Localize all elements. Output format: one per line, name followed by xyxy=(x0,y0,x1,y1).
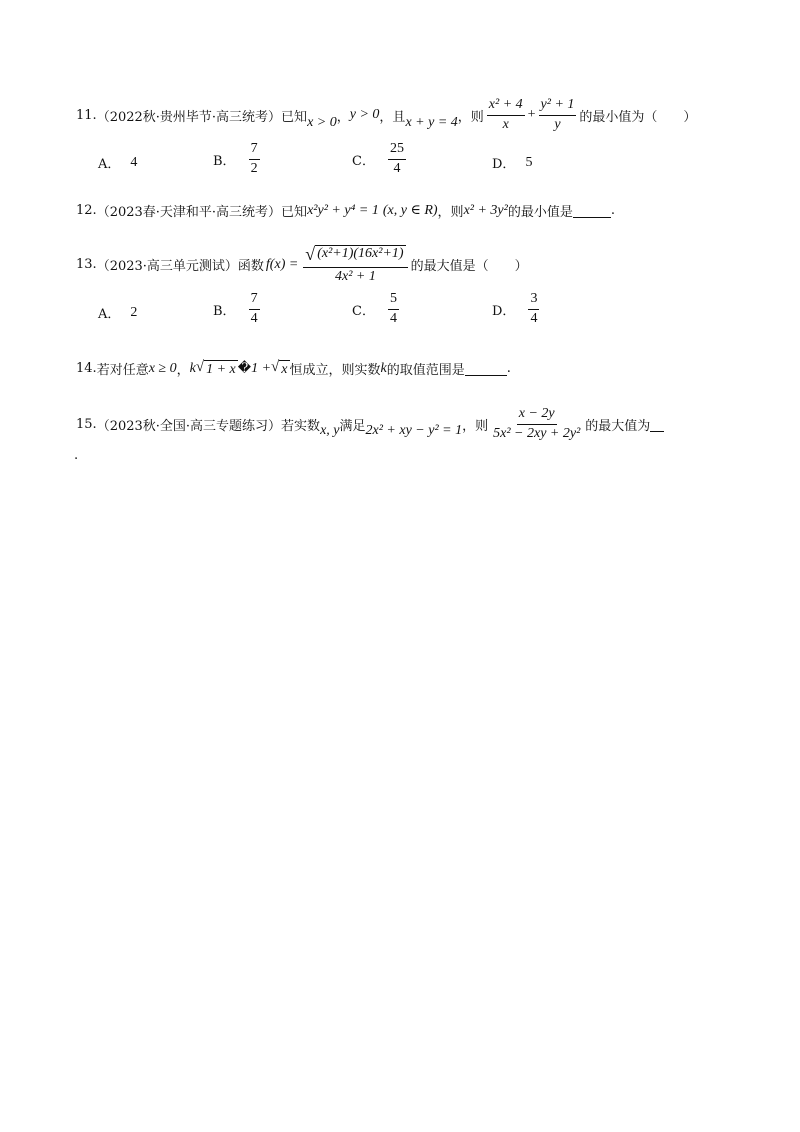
domain: (x, y ∈ R) xyxy=(382,203,438,218)
condition-x: x > 0 xyxy=(307,115,337,131)
option-a: A． 4 xyxy=(98,154,138,172)
sqrt-symbol: √ 1 + x xyxy=(195,358,236,377)
condition: x ≥ 0 xyxy=(148,360,177,376)
variable-k: k xyxy=(189,360,196,376)
question-source: （2023·高三单元测试） xyxy=(96,259,238,275)
continuation-dot: . xyxy=(74,448,79,463)
question-text: ，则 xyxy=(457,109,484,125)
option-d: D． $\frac{3}{4}$ xyxy=(492,291,538,326)
sqrt-symbol: √ x xyxy=(271,358,288,377)
expression: x² + 3y² xyxy=(463,202,508,218)
question-text: ，则 xyxy=(437,205,464,220)
period: . xyxy=(610,203,615,218)
question-text: 若实数 xyxy=(281,418,321,434)
question-text: 函数 xyxy=(237,259,264,275)
answer-blank[interactable] xyxy=(573,203,611,218)
option-a: A． 2 xyxy=(98,304,138,322)
question-text: 的取值范围是 xyxy=(386,363,465,378)
equation: x²y² + y⁴ = 1 xyxy=(307,202,379,218)
separator: ， xyxy=(176,363,190,378)
question-source: （2022秋·贵州毕节·高三统考） xyxy=(96,109,282,125)
question-15 xyxy=(76,407,664,441)
question-text: 的最小值为（ ） xyxy=(579,109,697,125)
question-12 xyxy=(76,201,615,220)
question-13 xyxy=(76,245,528,284)
fraction: $\frac{x - 2y}{\text{5x² − 2xy + 2y²}}$ xyxy=(493,406,581,441)
sqrt-symbol: √ (x²+1)(16x²+1) xyxy=(305,244,404,264)
question-text: 满足 xyxy=(339,418,366,434)
question-source: （2023秋·全国·高三专题练习） xyxy=(96,418,282,434)
option-d: D． 5 xyxy=(492,154,533,172)
question-number: 14. xyxy=(76,361,97,376)
question-text: 恒成立，则实数 xyxy=(289,363,381,378)
answer-blank[interactable] xyxy=(465,361,507,376)
question-text: 已知 xyxy=(281,205,308,220)
equation: 2x² + xy − y² = 1 xyxy=(365,423,463,439)
option-c: C． $\frac{25}{4}$ xyxy=(352,141,404,176)
option-c: C． $\frac{5}{4}$ xyxy=(352,291,397,326)
question-text: ，且 xyxy=(379,109,406,125)
question-14 xyxy=(76,359,511,378)
condition-y: y > 0 xyxy=(349,107,380,123)
question-11 xyxy=(76,98,696,132)
question-text: 若对任意 xyxy=(96,363,149,378)
option-b: B． $\frac{7}{4}$ xyxy=(213,291,258,326)
question-text: 已知 xyxy=(281,109,308,125)
question-text: 的最大值为 xyxy=(585,418,651,434)
question-number: 12. xyxy=(76,203,97,218)
fraction-1: $\frac{\text{x² + 4}}{x}$ xyxy=(488,97,523,132)
question-number: 11. xyxy=(76,107,97,123)
question-number: 15. xyxy=(76,416,97,432)
fraction-2: $\frac{\text{y² + 1}}{y}$ xyxy=(540,97,575,132)
variables: x, y xyxy=(320,423,340,439)
variable-k: k xyxy=(380,360,387,376)
garbled-symbol: � xyxy=(237,361,252,376)
expression: 1 + xyxy=(251,360,272,376)
option-b: B． $\frac{7}{2}$ xyxy=(213,141,258,176)
function-fraction: √ (x²+1)(16x²+1) 4x² + 1 xyxy=(303,245,407,284)
condition-sum: x + y = 4 xyxy=(405,115,458,131)
question-text: 的最大值是（ ） xyxy=(410,259,528,275)
question-text: ，则 xyxy=(462,418,489,434)
answer-blank[interactable] xyxy=(650,417,664,432)
question-source: （2023春·天津和平·高三统考） xyxy=(96,205,282,220)
question-number: 13. xyxy=(76,257,97,273)
plus-sign: + xyxy=(527,107,536,123)
function-lhs: f(x) = xyxy=(265,256,299,272)
separator: ， xyxy=(336,109,350,125)
period: . xyxy=(506,361,511,376)
question-text: 的最小值是 xyxy=(507,205,573,220)
